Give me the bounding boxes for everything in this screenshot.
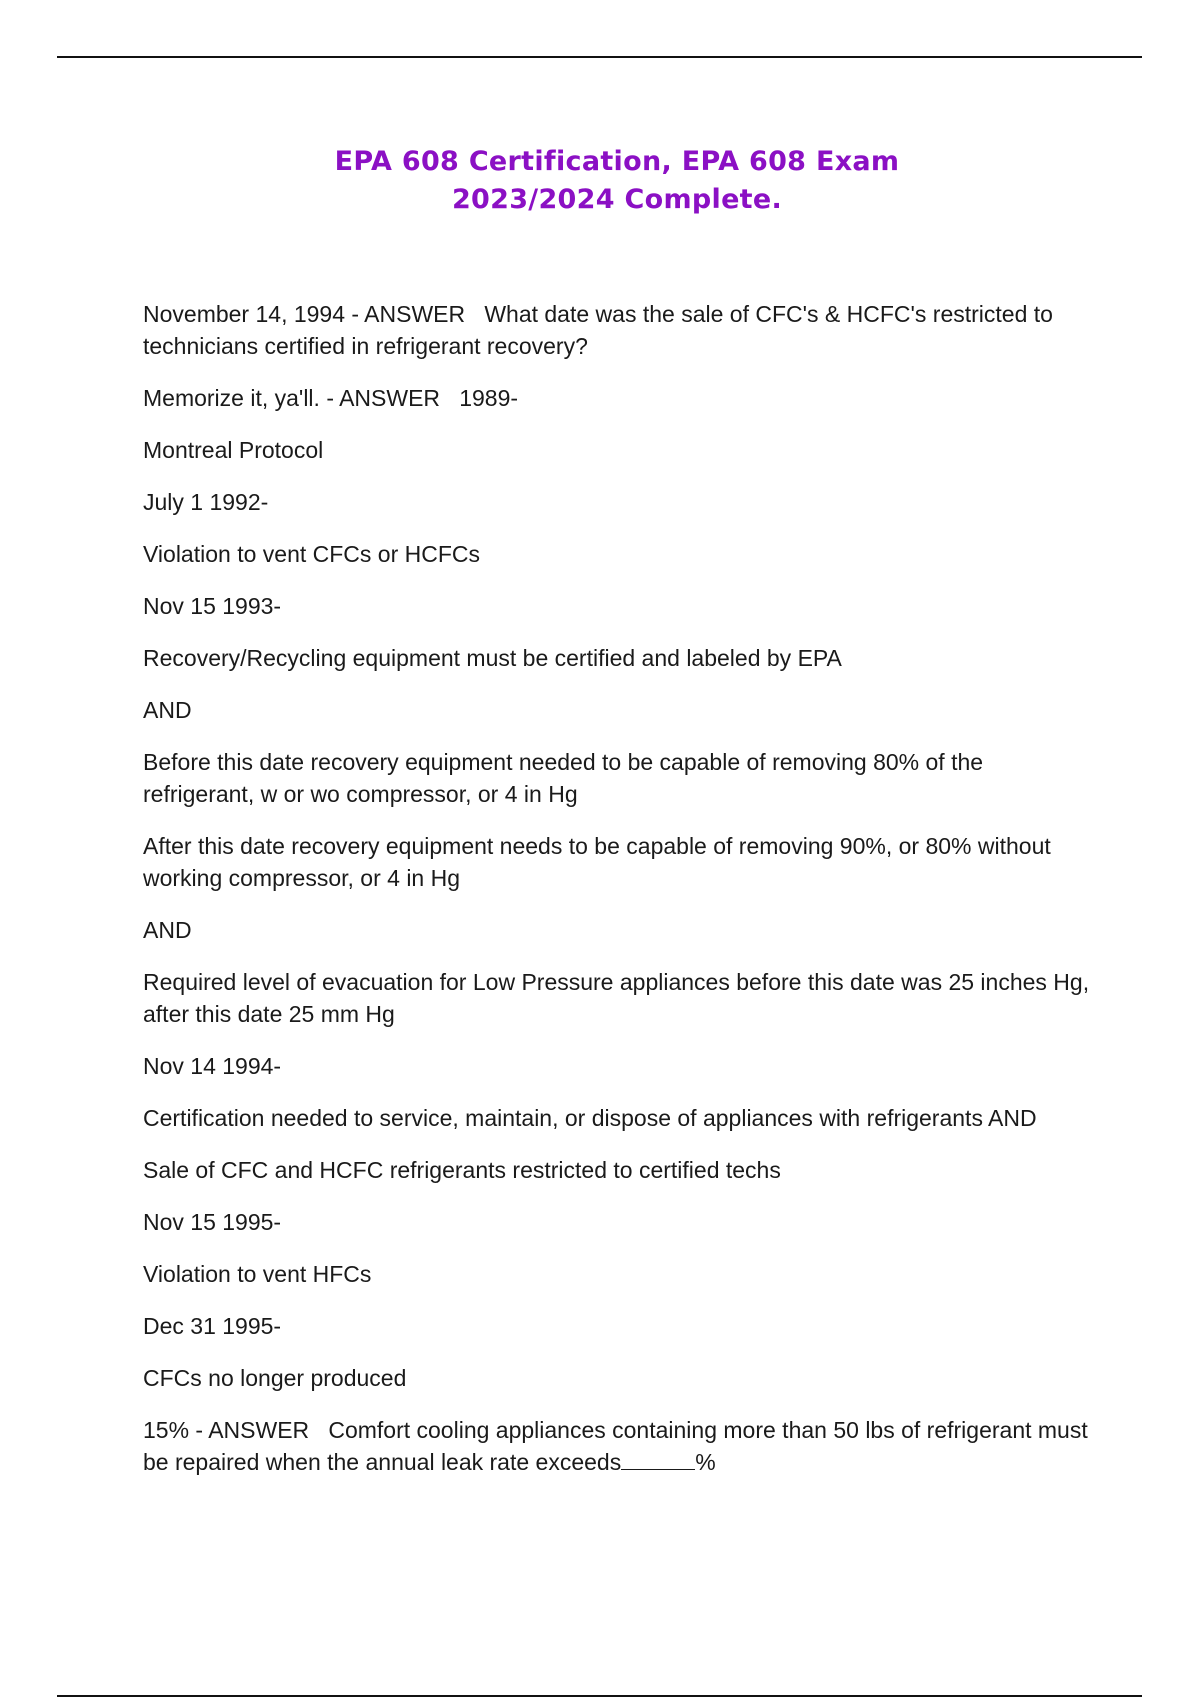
line-dec-1995: Dec 31 1995-	[143, 1313, 282, 1339]
document-body	[143, 298, 1093, 1498]
title-line-1: EPA 608 Certification, EPA 608 Exam	[334, 146, 900, 177]
line-certification-needed: Certification needed to service, maintain, or dispose of appliances with refrigerants AND	[143, 1105, 1037, 1131]
answer-gap	[465, 301, 484, 327]
line-after-date: After this date recovery equipment needs to be capable of removing 90%, or 80% without working compressor, or 4 in Hg	[143, 833, 1051, 891]
answer-text: 15% - ANSWER	[143, 1417, 310, 1443]
answer-text: November 14, 1994 - ANSWER	[143, 301, 466, 327]
line-nov-1993: Nov 15 1993-	[143, 593, 282, 619]
answer-gap	[309, 1417, 328, 1443]
line-evacuation-level: Required level of evacuation for Low Pressure appliances before this date was 25 inches Hg, after this date 25 mm Hg	[143, 969, 1090, 1027]
line-nov-1995: Nov 15 1995-	[143, 1209, 282, 1235]
line-violation-cfcs: Violation to vent CFCs or HCFCs	[143, 541, 481, 567]
line-recovery-equipment: Recovery/Recycling equipment must be certified and labeled by EPA	[143, 645, 842, 671]
answer-gap	[440, 385, 459, 411]
qa-entry-1	[143, 298, 1093, 362]
line-july-1992: July 1 1992-	[143, 489, 269, 515]
question-text: 1989-	[459, 385, 519, 411]
line-montreal-protocol: Montreal Protocol	[143, 437, 324, 463]
document-title	[0, 143, 1200, 219]
line-before-date: Before this date recovery equipment needed to be capable of removing 80% of the refrigerant, w or wo compressor, or 4 in Hg	[143, 749, 984, 807]
title-line-2: 2023/2024 Complete.	[451, 184, 783, 215]
line-nov-1994: Nov 14 1994-	[143, 1053, 282, 1079]
line-cfcs-no-longer: CFCs no longer produced	[143, 1365, 407, 1391]
bottom-rule	[57, 1695, 1142, 1697]
qa-entry-3	[143, 1414, 1093, 1478]
fill-in-blank	[621, 1447, 695, 1470]
question-text: Comfort cooling appliances containing more than 50 lbs of refrigerant must be repaired when the annual leak rate exceeds	[143, 1417, 1088, 1475]
line-and-2: AND	[143, 917, 192, 943]
qa-entry-2	[143, 382, 1093, 414]
percent-suffix: %	[695, 1449, 716, 1475]
question-text: What date was the sale of CFC's & HCFC's restricted to technicians certified in refrigerant recovery?	[143, 301, 1053, 359]
top-rule	[57, 56, 1142, 58]
line-violation-hfcs: Violation to vent HFCs	[143, 1261, 372, 1287]
line-sale-restricted: Sale of CFC and HCFC refrigerants restricted to certified techs	[143, 1157, 781, 1183]
answer-text: Memorize it, ya'll. - ANSWER	[143, 385, 441, 411]
line-and-1: AND	[143, 697, 192, 723]
